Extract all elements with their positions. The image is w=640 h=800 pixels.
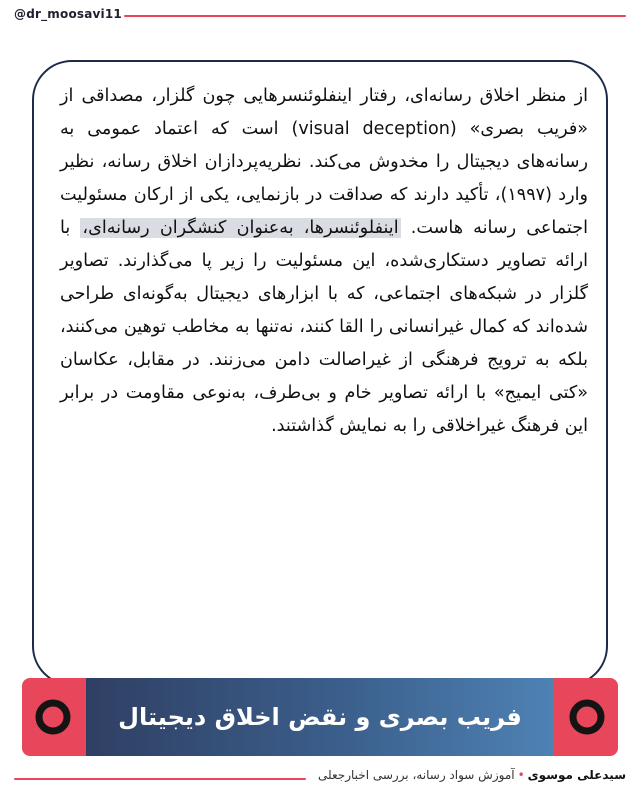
article-highlight: اینفلوئنسرها، به‌عنوان کنشگران رسانه‌ای، [82, 218, 399, 238]
footer [0, 766, 640, 800]
bullet-icon: • [517, 768, 525, 782]
author-handle: @dr_moosavi11 [14, 7, 122, 21]
article-text-after: با ارائه تصاویر دستکاری‌شده، این مسئولیت را زیر پا می‌گذارند. تصاویر گلزار در شبکه‌های اجتماعی، که با ابزارهای دیجیتال به‌گونه‌ای طراحی شده‌اند که کمال غیرانسانی را القا کنند، نه‌تنها به مخاطب توهین می‌کنند، بلکه به ترویج فرهنگی از غیراصالت دامن می‌زنند. در مقابل، عکاسان «کتی ایمیج» با ارائه تصاویر خام و بی‌طرف، به‌نوعی مقاومت در برابر این فرهنگ غیراخلاقی را به نمایش گذاشتند. [60, 218, 588, 436]
header-divider [124, 15, 626, 17]
article-body [60, 80, 588, 443]
ring-icon-right [568, 698, 606, 736]
title-banner [22, 678, 618, 756]
footer-description: آموزش سواد رسانه، بررسی اخبارجعلی [318, 768, 515, 782]
ring-icon-left [34, 698, 72, 736]
header-bar [0, 0, 640, 30]
footer-credit [318, 768, 626, 782]
footer-author: سیدعلی موسوی [527, 768, 626, 782]
footer-divider [14, 778, 306, 780]
article-text-before: از منظر اخلاق رسانه‌ای، رفتار اینفلوئنسرهایی چون گلزار، مصداقی از «فریب بصری» (visual deception) است که اعتماد عمومی به رسانه‌های دیجیتال را مخدوش می‌کند. نظریه‌پردازان اخلاق رسانه، نظیر وارد (۱۹۹۷)، تأکید دارند که صداقت در بازنمایی، یکی از ارکان مسئولیت اجتماعی رسانه هاست. [60, 86, 588, 238]
banner-title-panel [86, 678, 554, 756]
banner-title: فریب بصری و نقض اخلاق دیجیتال [118, 703, 522, 731]
